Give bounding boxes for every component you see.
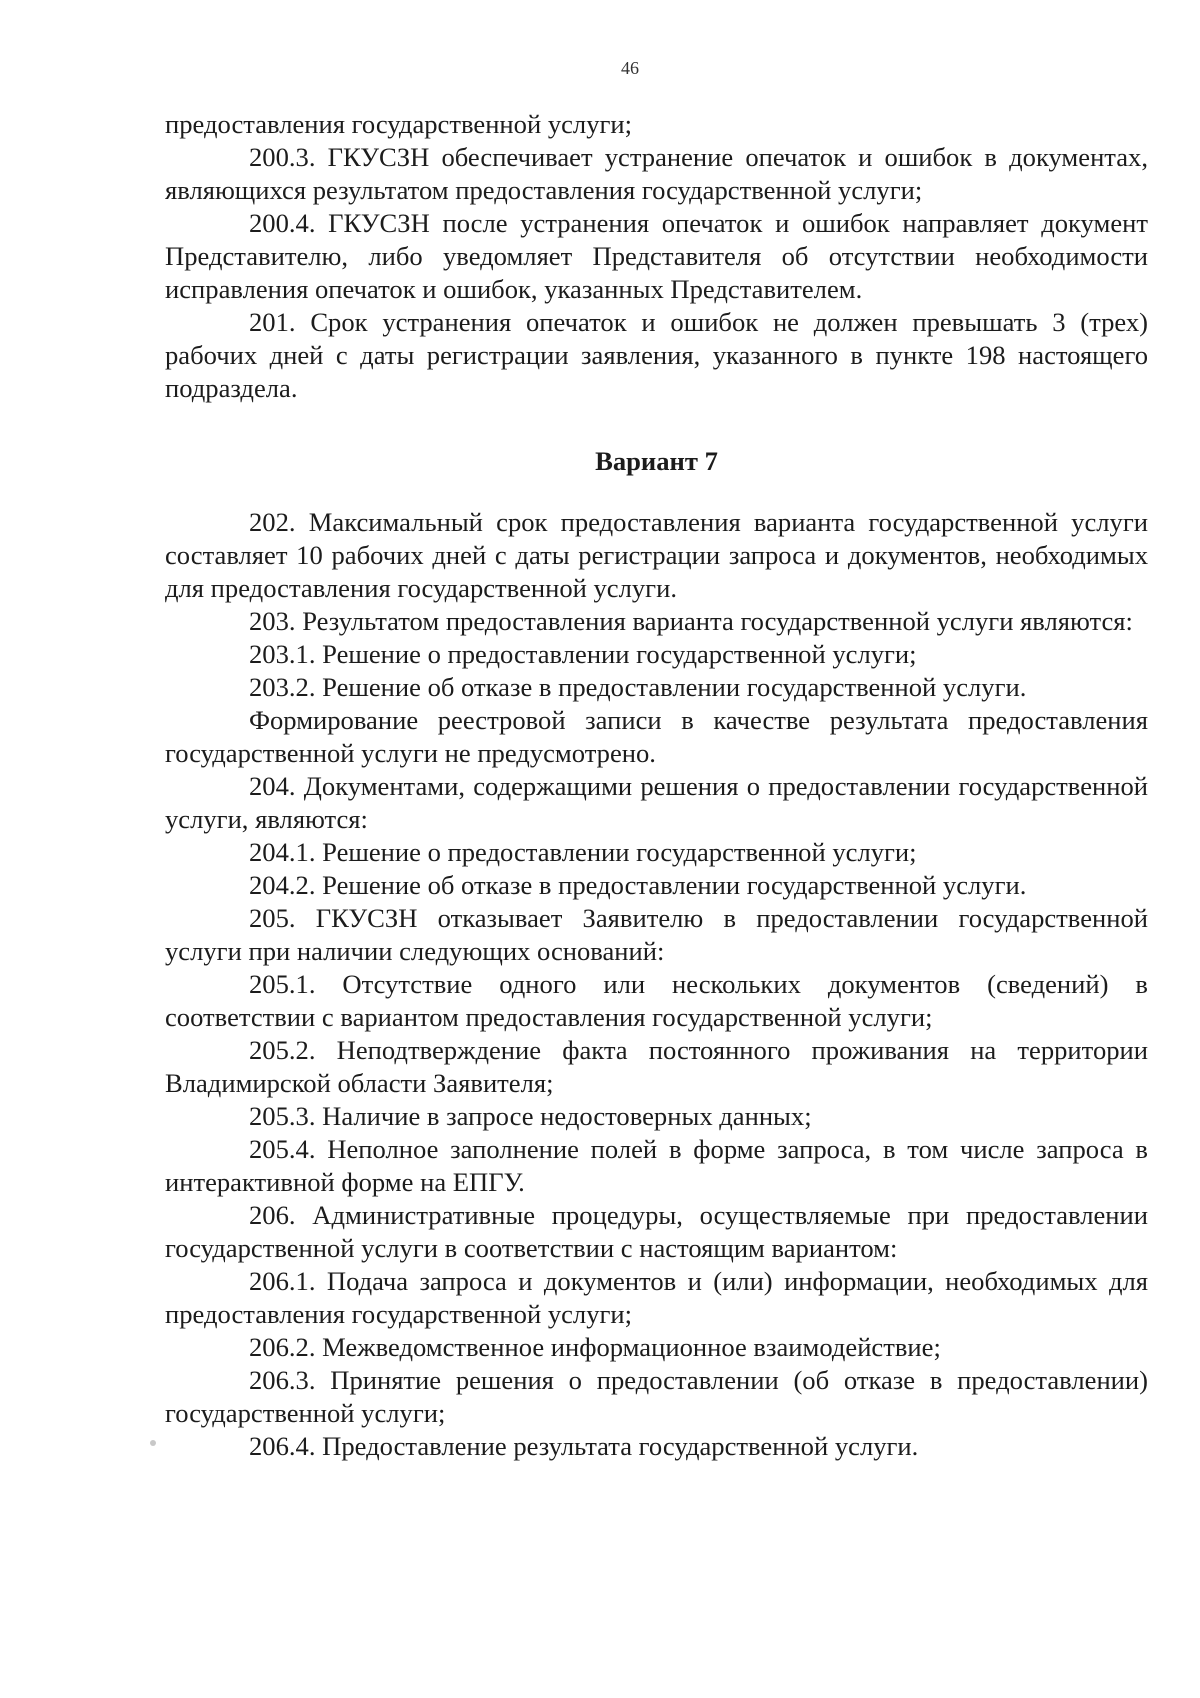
spacer [165,405,1148,445]
paragraph: 205. ГКУСЗН отказывает Заявителю в предоставлении государственной услуги при наличии следующих оснований: [165,903,1148,966]
paragraph: 205.2. Неподтверждение факта постоянного проживания на территории Владимирской области Заявителя; [165,1035,1148,1098]
paragraph: 201. Срок устранения опечаток и ошибок не должен превышать 3 (трех) рабочих дней с даты регистрации заявления, указанного в пункте 198 настоящего подраздела. [165,307,1148,403]
paragraph: 206.4. Предоставление результата государственной услуги. [249,1431,919,1461]
paragraph: 206. Административные процедуры, осуществляемые при предоставлении государственной услуги в соответствии с настоящим вариантом: [165,1200,1148,1263]
spacer [165,478,1148,506]
section-before-heading [165,108,1148,405]
paragraph: 200.3. ГКУСЗН обеспечивает устранение опечаток и ошибок в документах, являющихся результатом предоставления государственной услуги; [165,142,1148,205]
paragraph: 206.1. Подача запроса и документов и (или) информации, необходимых для предоставления государственной услуги; [165,1266,1148,1329]
scan-dot [150,1440,156,1446]
paragraph: 203.2. Решение об отказе в предоставлении государственной услуги. [249,672,1027,702]
paragraph: предоставления государственной услуги; [165,109,633,139]
paragraph: 206.3. Принятие решения о предоставлении (об отказе в предоставлении) государственной услуги; [165,1365,1148,1428]
paragraph: 205.1. Отсутствие одного или нескольких документов (сведений) в соответствии с вариантом предоставления государственной услуги; [165,969,1148,1032]
paragraph: 204. Документами, содержащими решения о предоставлении государственной услуги, являются: [165,771,1148,834]
paragraph: 204.1. Решение о предоставлении государственной услуги; [249,837,917,867]
paragraph: 203. Результатом предоставления варианта государственной услуги являются: [249,606,1133,636]
section-after-heading [165,506,1148,1463]
paragraph: 202. Максимальный срок предоставления варианта государственной услуги составляет 10 рабочих дней с даты регистрации запроса и документов, необходимых для предоставления государственной услуги. [165,507,1148,603]
section-heading: Вариант 7 [595,446,718,476]
page-number: 46 [621,58,639,78]
document-body [165,108,1148,1463]
paragraph: 203.1. Решение о предоставлении государственной услуги; [249,639,917,669]
paragraph: Формирование реестровой записи в качестве результата предоставления государственной услуги не предусмотрено. [165,705,1148,768]
paragraph: 205.4. Неполное заполнение полей в форме запроса, в том числе запроса в интерактивной форме на ЕПГУ. [165,1134,1148,1197]
paragraph: 200.4. ГКУСЗН после устранения опечаток и ошибок направляет документ Представителю, либо уведомляет Представителя об отсутствии необходимости исправления опечаток и ошибок, указанных Представителем. [165,208,1148,304]
paragraph: 205.3. Наличие в запросе недостоверных данных; [249,1101,812,1131]
paragraph: 204.2. Решение об отказе в предоставлении государственной услуги. [249,870,1027,900]
paragraph: 206.2. Межведомственное информационное взаимодействие; [249,1332,941,1362]
